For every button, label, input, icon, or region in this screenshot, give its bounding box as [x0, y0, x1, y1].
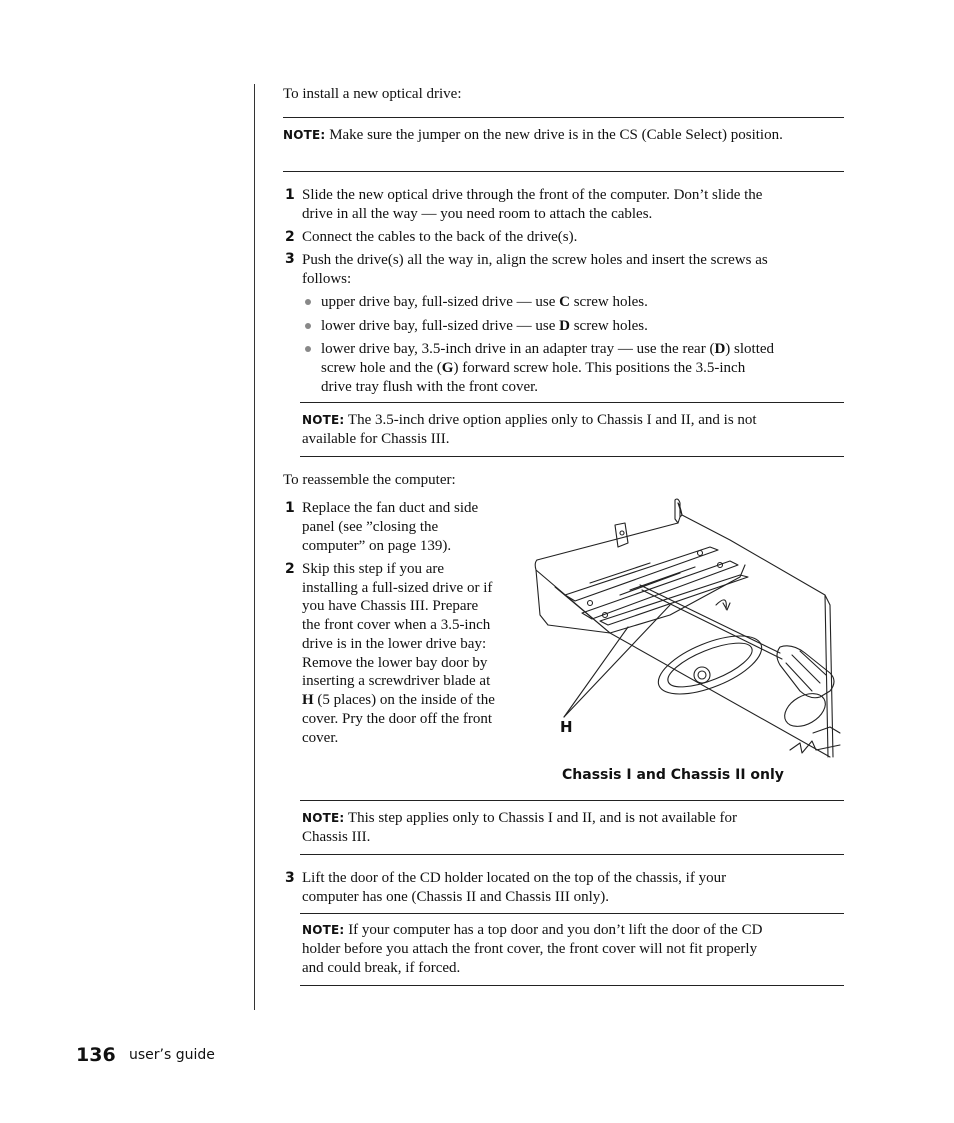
note2-bottom-rule — [300, 456, 844, 457]
note2-line2: available for Chassis III. — [302, 431, 450, 447]
note3-line2: Chassis III. — [302, 829, 371, 845]
note4-line2: holder before you attach the front cover, the front cover will not fit properly — [302, 941, 758, 957]
reassemble-step-2-line1: Skip this step if you are — [302, 561, 445, 577]
margin-rule — [254, 84, 255, 1010]
bullet-1: upper drive bay, full-sized drive — use C screw holes. — [321, 294, 648, 310]
page-number: 136 — [76, 1044, 116, 1066]
install-step-1-number: 1 — [285, 187, 295, 203]
note2-top-rule — [300, 402, 844, 403]
note1-text: Make sure the jumper on the new drive is in the CS (Cable Select) position. — [325, 127, 783, 143]
note4-line1: NOTE: If your computer has a top door and you don’t lift the door of the CD — [302, 922, 763, 938]
reassemble-step-2-line7: inserting a screwdriver blade at — [302, 673, 491, 689]
note1 — [283, 126, 803, 145]
figure-caption: Chassis I and Chassis II only — [562, 767, 784, 783]
install-step-1-line1: Slide the new optical drive through the front of the computer. Don’t slide the — [302, 187, 763, 203]
reassemble-step-2-line5: drive is in the lower drive bay: — [302, 636, 487, 652]
reassemble-step-1-line1: Replace the fan duct and side — [302, 500, 479, 516]
install-step-3-number: 3 — [285, 251, 295, 267]
note1-bottom-rule — [283, 171, 844, 172]
install-step-2-number: 2 — [285, 229, 295, 245]
reassemble-step-2-line4: the front cover when a 3.5-inch — [302, 617, 491, 633]
reassemble-step-3-line2: computer has one (Chassis II and Chassis III only). — [302, 889, 610, 905]
note2-line1: NOTE: The 3.5-inch drive option applies only to Chassis I and II, and is not — [302, 412, 757, 428]
bullet-dot-3 — [305, 346, 311, 352]
install-step-2-line1: Connect the cables to the back of the drive(s). — [302, 229, 578, 245]
install-step-3-line1: Push the drive(s) all the way in, align the screw holes and insert the screws as — [302, 252, 768, 268]
note3-top-rule — [300, 800, 844, 801]
bullet-dot-1 — [305, 299, 311, 305]
reassemble-step-2-line9: cover. Pry the door off the front — [302, 711, 493, 727]
reassemble-step-3-line1: Lift the door of the CD holder located on the top of the chassis, if your — [302, 870, 727, 886]
note3-bottom-rule — [300, 854, 844, 855]
reassemble-step-2-line6: Remove the lower bay door by — [302, 655, 488, 671]
note1-top-rule — [283, 117, 844, 118]
note4-bottom-rule — [300, 985, 844, 986]
note3-line1: NOTE: This step applies only to Chassis I and II, and is not available for — [302, 810, 738, 826]
intro-install: To install a new optical drive: — [283, 86, 462, 102]
reassemble-step-2-number: 2 — [285, 561, 295, 577]
footer-label: user’s guide — [129, 1047, 215, 1063]
intro-reassemble: To reassemble the computer: — [283, 472, 456, 488]
reassemble-step-1-number: 1 — [285, 500, 295, 516]
bullet-dot-2 — [305, 323, 311, 329]
figure-callout-h: H — [560, 718, 573, 736]
chassis-illustration — [530, 495, 845, 760]
reassemble-step-1-line2: panel (see ”closing the — [302, 519, 439, 535]
bullet-3-line2: screw hole and the (G) forward screw hole. This positions the 3.5-inch — [321, 360, 746, 376]
reassemble-step-3-number: 3 — [285, 870, 295, 886]
note4-line3: and could break, if forced. — [302, 960, 461, 976]
reassemble-step-2-line10: cover. — [302, 730, 339, 746]
install-step-3-line2: follows: — [302, 271, 352, 287]
install-step-1-line2: drive in all the way — you need room to attach the cables. — [302, 206, 653, 222]
bullet-3-line1: lower drive bay, 3.5-inch drive in an adapter tray — use the rear (D) slotted — [321, 341, 775, 357]
bullet-3-line3: drive tray flush with the front cover. — [321, 379, 539, 395]
note1-label: NOTE: — [283, 128, 326, 142]
reassemble-step-2-line8: H (5 places) on the inside of the — [302, 692, 495, 708]
reassemble-step-1-line3: computer” on page 139). — [302, 538, 452, 554]
reassemble-step-2-line3: you have Chassis III. Prepare — [302, 598, 479, 614]
reassemble-step-2-line2: installing a full-sized drive or if — [302, 580, 493, 596]
note4-top-rule — [300, 913, 844, 914]
bullet-2: lower drive bay, full-sized drive — use D screw holes. — [321, 318, 648, 334]
